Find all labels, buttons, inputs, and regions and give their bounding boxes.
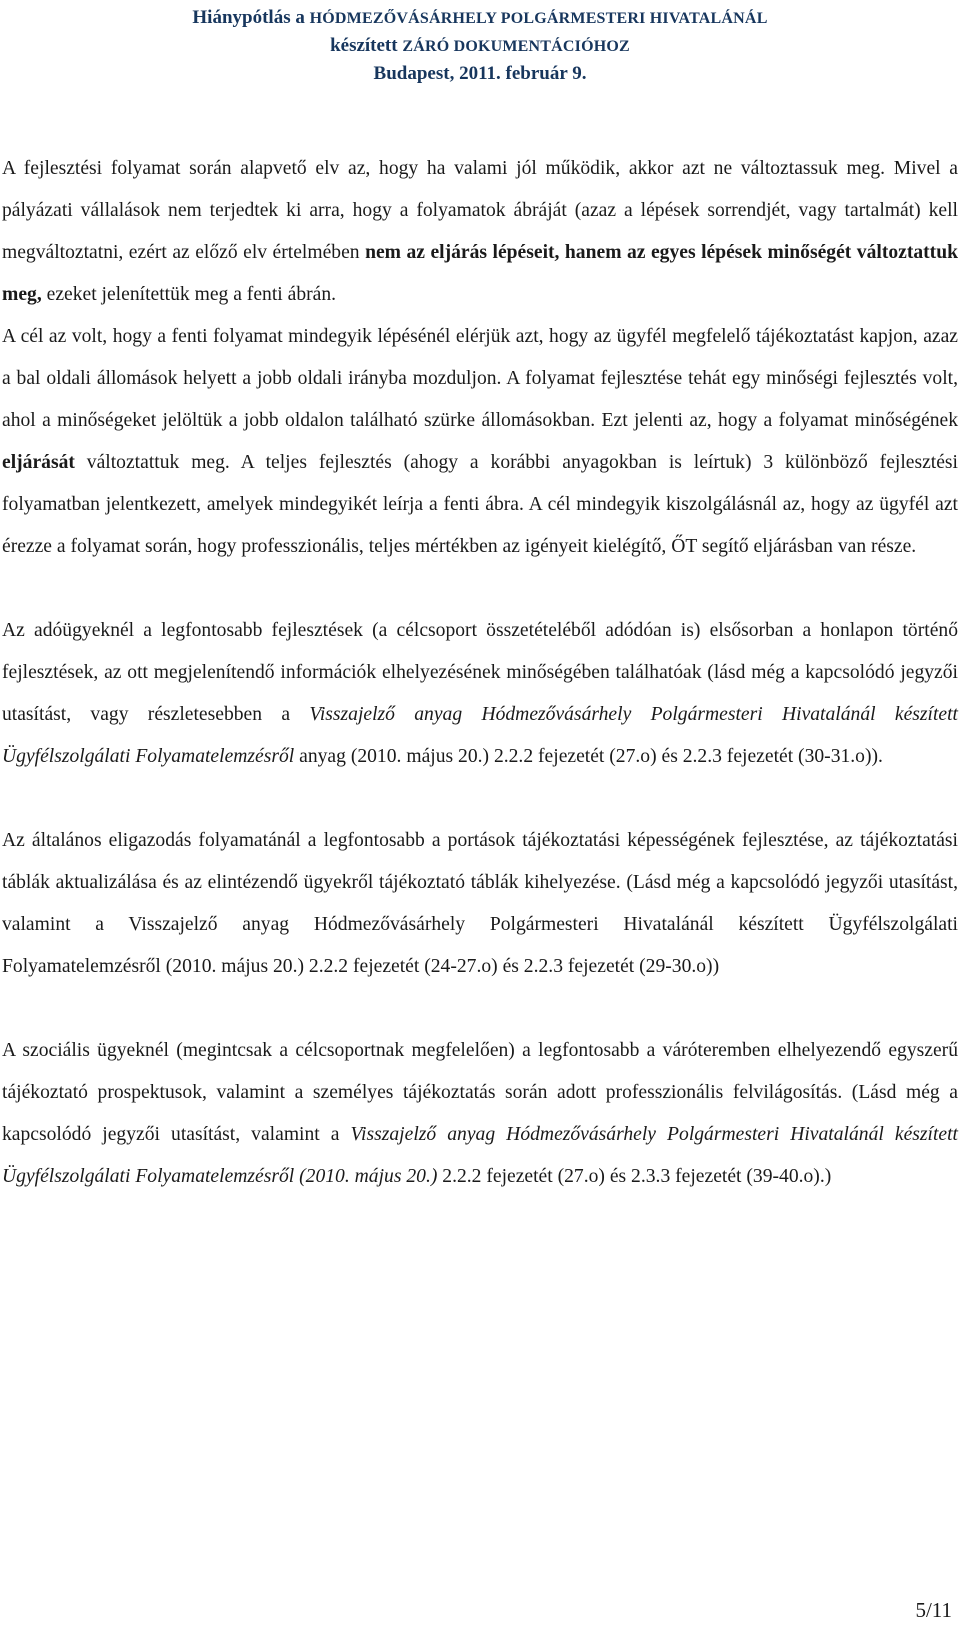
header-line-2 [0,32,960,60]
header-line-2-doc: ZÁRÓ DOKUMENTÁCIÓHOZ [402,38,630,55]
paragraph-2-bold: eljárását [2,452,75,473]
paragraph-2-text-a: A cél az volt, hogy a fenti folyamat mindegyik lépésénél elérjük azt, hogy az ügyfél megfelelő tájékoztatást kapjon, azaz a bal oldali állomások helyett a jobb oldali irányba mozduljon. A folyamat fejlesztése tehát egy minőségi fejlesztés volt, ahol a minőségeket jelöltük a jobb oldalon található szürke állomásokban. Ezt jelenti az, hogy a folyamat minőségének [2,326,958,431]
header-line-1-prefix: Hiánypótlás a [192,7,310,28]
paragraph-5-text-b: 2.2.2 fejezetét (27.o) és 2.3.3 fejezetét (39-40.o).) [437,1166,832,1187]
paragraph-4-text: Az általános eligazodás folyamatánál a legfontosabb a portások tájékoztatási képességének fejlesztése, az tájékoztatási táblák aktualizálása és az elintézendő ügyekről tájékoztató táblák kihelyezése. (Lásd még a kapcsolódó jegyzői utasítást, valamint a Visszajelző anyag Hódmezővásárhely Polgármesteri Hivatalánál készített Ügyfélszolgálati Folyamatelemzésről (2010. május 20.) 2.2.2 fejezetét (24-27.o) és 2.2.3 fejezetét (29-30.o)) [2,830,958,977]
body-text [2,148,958,1198]
paragraph-gap [2,988,958,1030]
header-line-1 [0,4,960,32]
paragraph-4 [2,820,958,988]
paragraph-3-text-b: anyag (2010. május 20.) 2.2.2 fejezetét (27.o) és 2.2.3 fejezetét (30-31.o)). [294,746,883,767]
paragraph-1-bold: nem az eljárás lépéseit, hanem az egyes lépések minőségét változtattuk meg, [2,242,958,305]
paragraph-3 [2,610,958,778]
page-number: 5/11 [915,1598,952,1622]
header-line-1-institution: HÓDMEZŐVÁSÁRHELY POLGÁRMESTERI HIVATALÁNÁL [309,10,768,27]
paragraph-gap [2,778,958,820]
header-line-2-prefix: készített [330,35,403,56]
paragraph-2 [2,316,958,568]
paragraph-3-italic: Visszajelző anyag Hódmezővásárhely Polgármesteri Hivatalánál készített Ügyfélszolgálati Folyamatelemzésről [2,704,958,767]
paragraph-gap [2,568,958,610]
paragraph-5-text-a: A szociális ügyeknél (megintcsak a célcsoportnak megfelelően) a legfontosabb a váróteremben elhelyezendő egyszerű tájékoztató prospektusok, valamint a személyes tájékoztatás során adott professzionális felvilágosítás. (Lásd még a kapcsolódó jegyzői utasítást, valamint a [2,1040,958,1145]
paragraph-3-text-a: Az adóügyeknél a legfontosabb fejlesztések (a célcsoport összetételéből adódóan is) elsősorban a honlapon történő fejlesztések, az ott megjelenítendő információk elhelyezésének minőségében találhatóak (lásd még a kapcsolódó jegyzői utasítást, vagy részletesebben a [2,620,958,725]
paragraph-2-text-b: változtattuk meg. A teljes fejlesztés (ahogy a korábbi anyagokban is leírtuk) 3 különböző fejlesztési folyamatban jelentkezett, amelyek mindegyikét leírja a fenti ábra. A cél mindegyik kiszolgálásnál az, hogy az ügyfél azt érezze a folyamat során, hogy professzionális, teljes mértékben az igényeit kielégítő, ŐT segítő eljárásban van része. [2,452,958,557]
paragraph-1-text-b: ezeket jelenítettük meg a fenti ábrán. [41,284,337,305]
paragraph-1 [2,148,958,316]
paragraph-5-italic: Visszajelző anyag Hódmezővásárhely Polgármesteri Hivatalánál készített Ügyfélszolgálati Folyamatelemzésről (2010. május 20.) [2,1124,958,1187]
page-header [0,4,960,87]
paragraph-1-text-a: A fejlesztési folyamat során alapvető elv az, hogy ha valami jól működik, akkor azt ne változtassuk meg. Mivel a pályázati vállalások nem terjedtek ki arra, hogy a folyamatok ábráját (azaz a lépések sorrendjét, vagy tartalmát) kell megváltoztatni, ezért az előző elv értelmében [2,158,958,263]
header-line-3: Budapest, 2011. február 9. [373,63,587,84]
paragraph-5 [2,1030,958,1198]
